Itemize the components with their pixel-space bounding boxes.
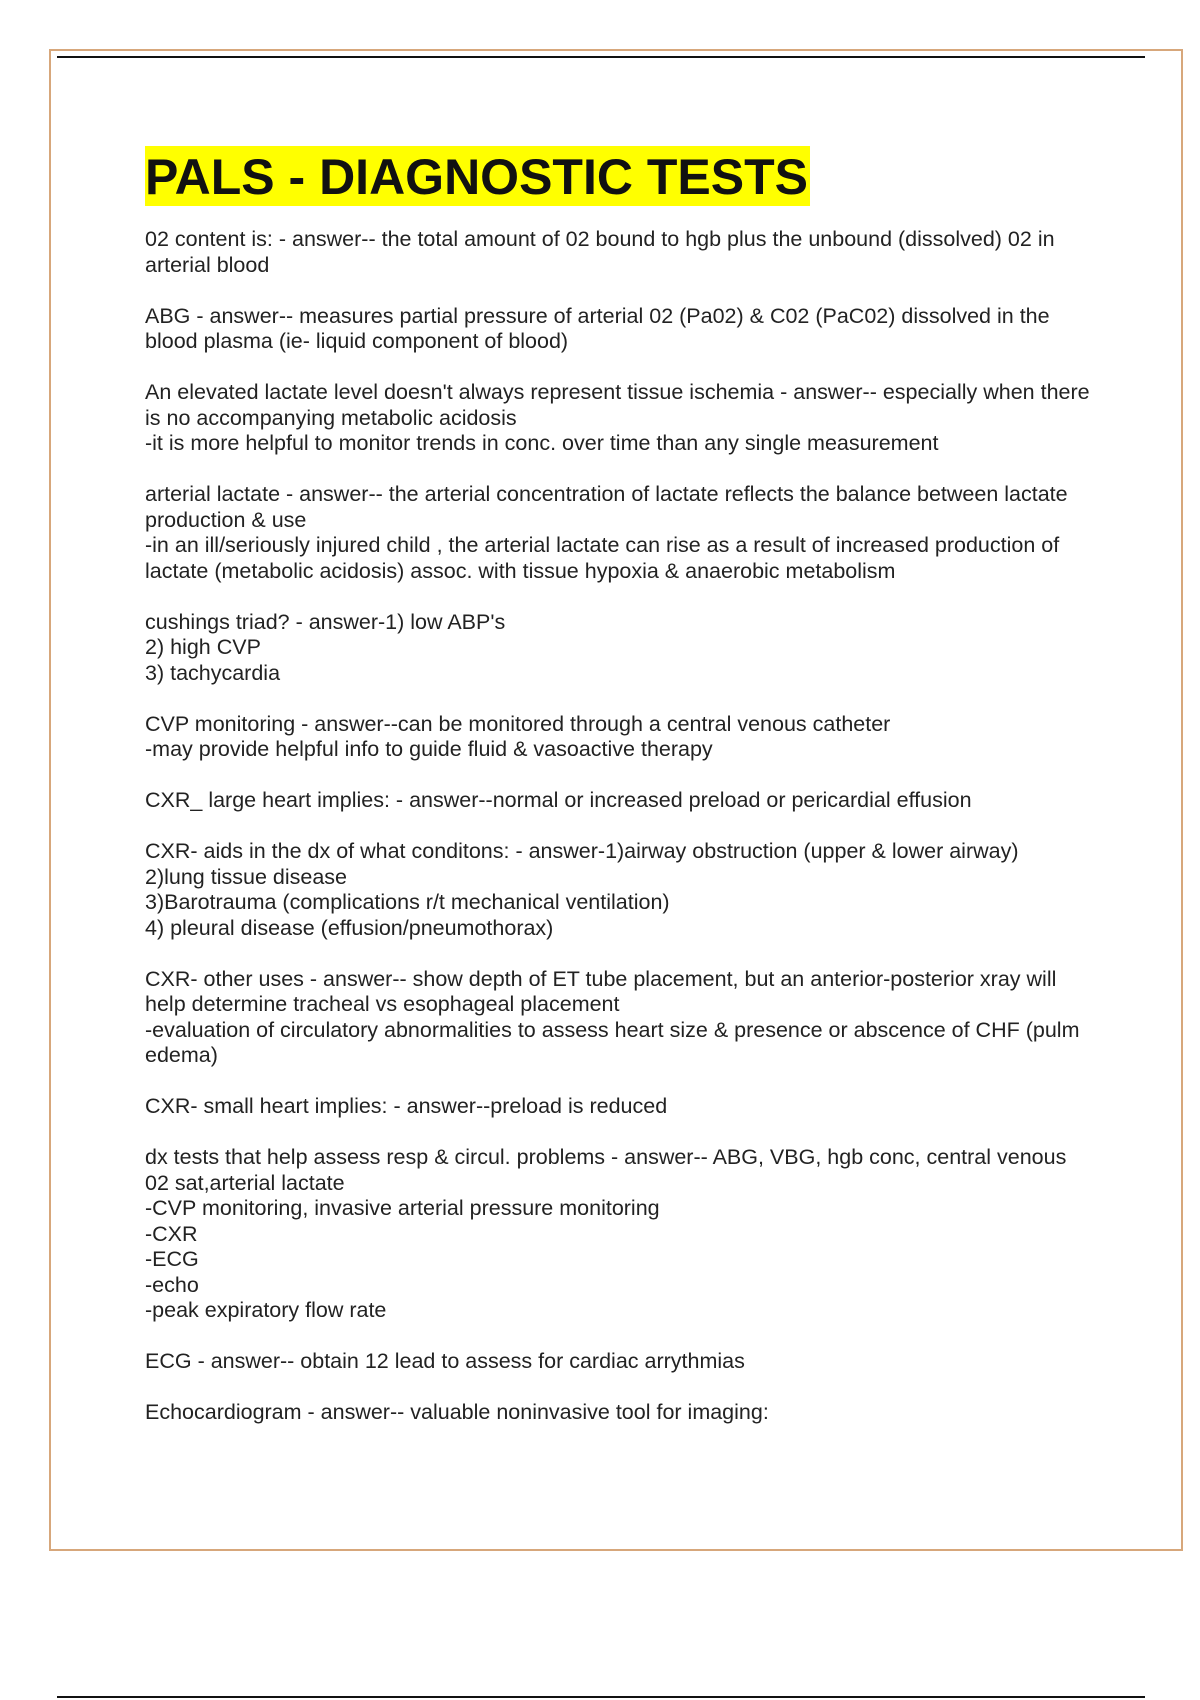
qa-entry	[145, 304, 1095, 355]
qa-entry	[145, 967, 1095, 1069]
entry-detail-line: -it is more helpful to monitor trends in conc. over time than any single measurement	[145, 431, 939, 455]
entry-question-line: CXR- other uses - answer-- show depth of ET tube placement, but an anterior-posterior xray will help determine tracheal vs esophageal placement	[145, 966, 1063, 1016]
entry-detail-line: -CXR	[145, 1221, 198, 1246]
entry-question-line: ABG - answer-- measures partial pressure of arterial 02 (Pa02) & C02 (PaC02) dissolved in the blood plasma (ie- liquid component of blood)	[145, 303, 1056, 353]
entry-question-line: arterial lactate - answer-- the arterial concentration of lactate reflects the balance between lactate production & use	[145, 482, 1074, 532]
entry-question-line: CXR- aids in the dx of what conditons: - answer-1)airway obstruction (upper & lower airway)	[145, 839, 1019, 863]
qa-entry	[145, 1400, 1095, 1426]
qa-entry	[145, 1349, 1095, 1375]
entry-detail-line: 3) tachycardia	[145, 660, 281, 685]
entry-detail-line: -peak expiratory flow rate	[145, 1298, 387, 1322]
entry-list	[145, 227, 1095, 1426]
entry-question-line: CVP monitoring - answer--can be monitored through a central venous catheter	[145, 711, 891, 736]
entry-detail-line: 3)Barotrauma (complications r/t mechanical ventilation)	[145, 890, 670, 914]
entry-question-line: dx tests that help assess resp & circul. problems - answer-- ABG, VBG, hgb conc, central venous 02 sat,arterial lactate	[145, 1145, 1073, 1195]
footer-rule	[57, 1696, 1145, 1698]
entry-question-line: cushings triad? - answer-1) low ABP's	[145, 609, 506, 634]
entry-question-line: CXR_ large heart implies: - answer--normal or increased preload or pericardial effusion	[145, 788, 972, 812]
entry-question-line: CXR- small heart implies: - answer--preload is reduced	[145, 1094, 668, 1118]
qa-entry	[145, 482, 1095, 584]
qa-entry	[145, 380, 1095, 457]
entry-question-line: Echocardiogram - answer-- valuable noninvasive tool for imaging:	[145, 1400, 769, 1424]
entry-detail-line: 2)lung tissue disease	[145, 864, 347, 889]
entry-detail-line: -in an ill/seriously injured child , the arterial lactate can rise as a result of increased production of lactate (metabolic acidosis) assoc. with tissue hypoxia & anaerobic metabolism	[145, 533, 1066, 583]
document-body	[145, 146, 1095, 1451]
entry-question-line: An elevated lactate level doesn't always represent tissue ischemia - answer-- especially when there is no accompanying metabolic acidosis	[145, 380, 1096, 430]
entry-detail-line: -ECG	[145, 1247, 199, 1271]
entry-detail-line: -may provide helpful info to guide fluid & vasoactive therapy	[145, 737, 713, 761]
entry-detail-line: -CVP monitoring, invasive arterial pressure monitoring	[145, 1196, 660, 1220]
entry-detail-line: 2) high CVP	[145, 635, 261, 659]
entry-detail-line: -echo	[145, 1272, 199, 1297]
qa-entry	[145, 227, 1095, 278]
qa-entry	[145, 1094, 1095, 1120]
qa-entry	[145, 1145, 1095, 1324]
page-title: PALS - DIAGNOSTIC TESTS	[145, 146, 810, 206]
qa-entry	[145, 712, 1095, 763]
entry-question-line: ECG - answer-- obtain 12 lead to assess for cardiac arrythmias	[145, 1349, 745, 1373]
qa-entry	[145, 610, 1095, 687]
entry-detail-line: -evaluation of circulatory abnormalities to assess heart size & presence or abscence of CHF (pulm edema)	[145, 1017, 1086, 1067]
entry-question-line: 02 content is: - answer-- the total amount of 02 bound to hgb plus the unbound (dissolved) 02 in arterial blood	[145, 227, 1061, 277]
entry-detail-line: 4) pleural disease (effusion/pneumothorax)	[145, 915, 554, 940]
header-rule	[57, 56, 1145, 58]
qa-entry	[145, 839, 1095, 941]
qa-entry	[145, 788, 1095, 814]
